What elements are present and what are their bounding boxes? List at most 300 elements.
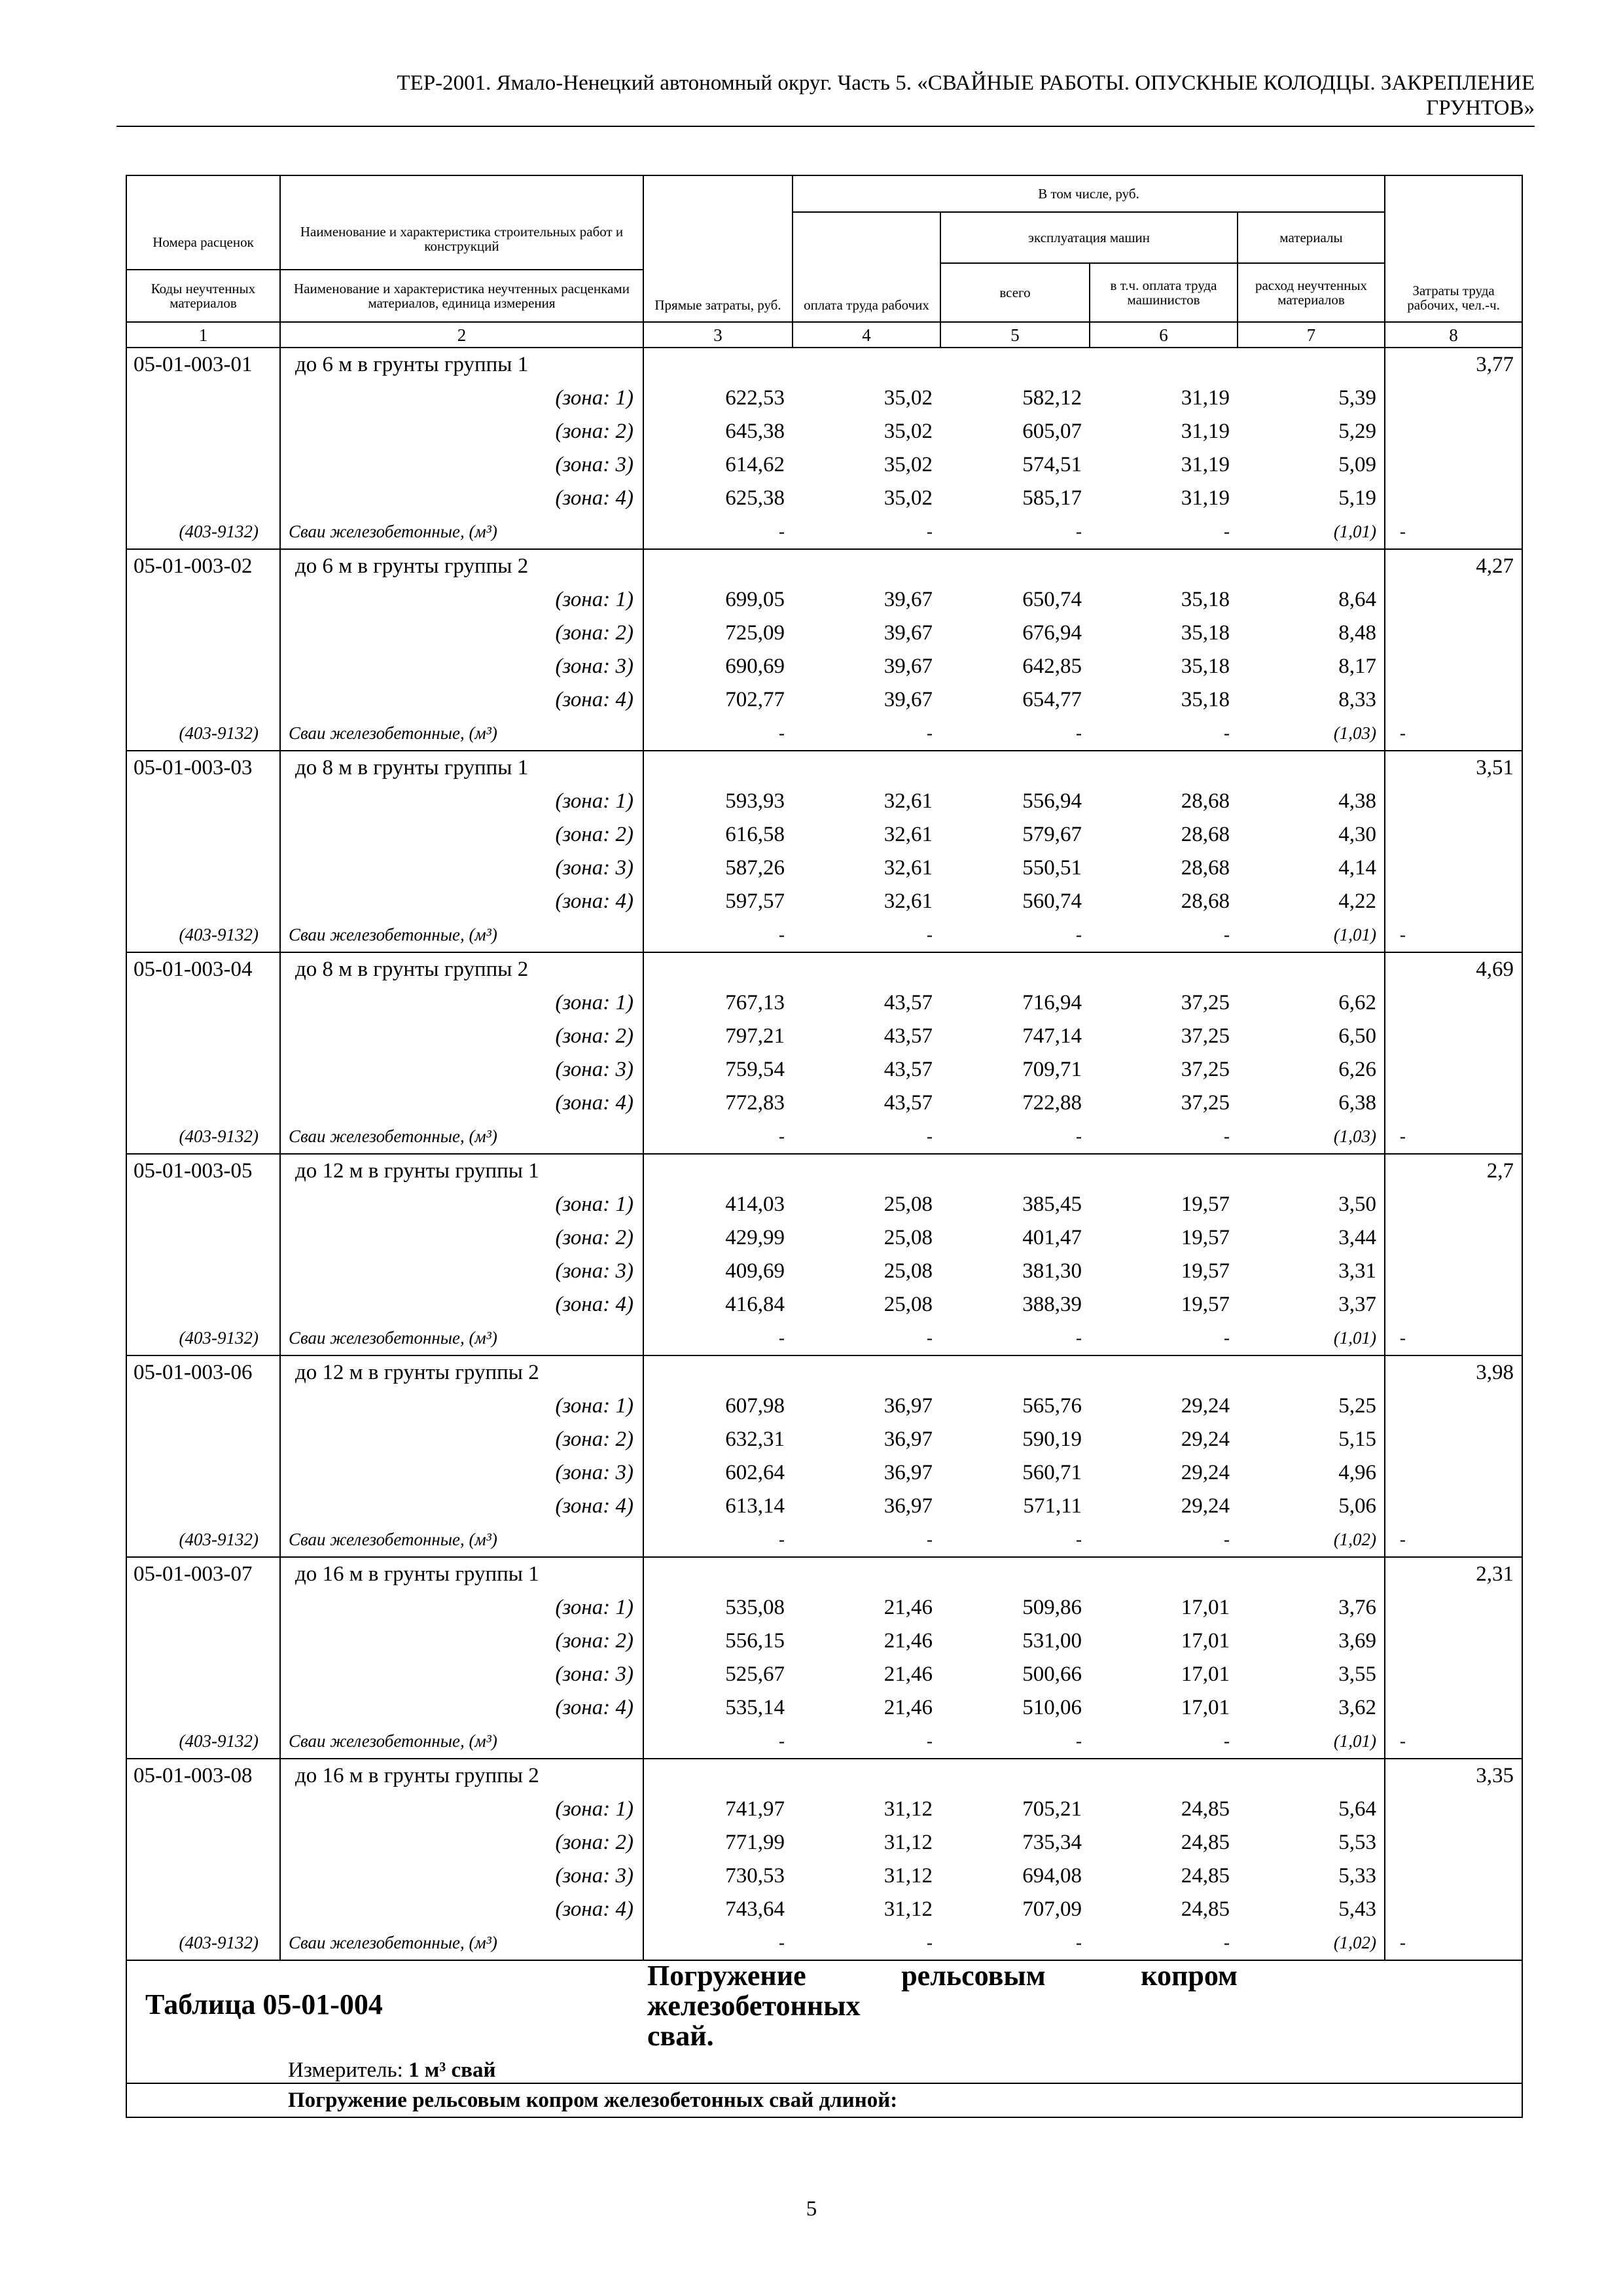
material-name [280, 515, 643, 549]
empty-cell [126, 1020, 280, 1053]
empty-cell [126, 1826, 280, 1859]
material-dash: - [1090, 717, 1238, 751]
zone-value: 4,96 [1338, 1461, 1377, 1484]
zone-value: 5,29 [1338, 420, 1377, 443]
zone-value: 3,76 [1338, 1596, 1377, 1619]
zone-value: 741,97 [725, 1797, 785, 1821]
zone-label: (зона: 2) [280, 1221, 643, 1255]
empty-cell [793, 751, 940, 785]
empty-cell [1238, 1355, 1385, 1390]
empty-cell [126, 583, 280, 617]
material-dash: - [643, 717, 793, 751]
zone-value: 25,08 [883, 1226, 933, 1249]
material-name [280, 1120, 643, 1154]
empty-cell [126, 1859, 280, 1893]
zone-value: 3,31 [1338, 1259, 1377, 1283]
rate-name: до 8 м в грунты группы 2 [280, 952, 643, 986]
zone-value: 381,30 [1022, 1259, 1082, 1283]
material-row [126, 1321, 1522, 1355]
zone-value: 4,22 [1338, 889, 1377, 913]
zone-label: (зона: 2) [280, 818, 643, 852]
header-divider [116, 126, 1535, 127]
zone-value: 593,93 [725, 789, 785, 813]
labor-cost: 3,51 [1385, 751, 1522, 785]
material-name-text: Сваи железобетонные, (м³) [289, 1530, 497, 1549]
page-number: 5 [806, 2197, 817, 2221]
zone-value: 28,68 [1181, 856, 1230, 880]
zone-value: 645,38 [725, 420, 785, 443]
zone-value: 31,12 [883, 1897, 933, 1921]
zone-value: 28,68 [1181, 823, 1230, 846]
zone-value: 36,97 [883, 1394, 933, 1418]
empty-cell [126, 785, 280, 818]
zone-value: 25,08 [883, 1193, 933, 1216]
zone-label: (зона: 1) [280, 382, 643, 415]
zone-value: 385,45 [1022, 1193, 1082, 1216]
zone-row [126, 1423, 1522, 1456]
zone-label: (зона: 3) [280, 852, 643, 885]
material-dash: - [1385, 717, 1522, 751]
rate-row [126, 549, 1522, 583]
zone-value: 17,01 [1181, 1629, 1230, 1653]
empty-cell [126, 1893, 280, 1926]
material-qty: (1,03) [1238, 717, 1385, 751]
material-dash: - [1385, 1321, 1522, 1355]
rate-row [126, 1759, 1522, 1793]
empty-cell [940, 952, 1090, 986]
empty-cell [940, 1154, 1090, 1188]
zone-row [126, 1658, 1522, 1691]
next-table-subtitle: Погружение рельсовым копром железобетонных свай длиной: [288, 2088, 898, 2112]
empty-cell [793, 1557, 940, 1591]
zone-label: (зона: 4) [280, 1893, 643, 1926]
empty-cell [1238, 1154, 1385, 1188]
empty-cell [1385, 1859, 1522, 1893]
empty-cell [1385, 1288, 1522, 1321]
zone-value: 24,85 [1181, 1831, 1230, 1854]
empty-cell [1238, 751, 1385, 785]
material-row [126, 1120, 1522, 1154]
material-name [280, 717, 643, 751]
zone-value: 31,19 [1181, 386, 1230, 410]
empty-cell [1090, 348, 1238, 382]
zone-value: 35,18 [1181, 588, 1230, 611]
zone-value: 19,57 [1181, 1293, 1230, 1316]
material-dash: - [940, 1926, 1090, 1960]
zone-value: 21,46 [883, 1629, 933, 1653]
zone-value: 21,46 [883, 1596, 933, 1619]
zone-value: 25,08 [883, 1259, 933, 1283]
zone-value: 32,61 [883, 789, 933, 813]
material-code: (403-9132) [126, 717, 280, 751]
zone-row [126, 382, 1522, 415]
rate-name: до 6 м в грунты группы 1 [280, 348, 643, 382]
material-qty: (1,02) [1238, 1523, 1385, 1557]
zone-value: 607,98 [725, 1394, 785, 1418]
running-header-line2: ГРУНТОВ» [1426, 96, 1535, 120]
empty-cell [1385, 650, 1522, 683]
next-table-description: Погружение рельсовым копром железобетонных [647, 1960, 1238, 2022]
material-dash: - [793, 1725, 940, 1759]
zone-value: 39,67 [883, 688, 933, 711]
empty-cell [1385, 1893, 1522, 1926]
zone-row [126, 1053, 1522, 1086]
material-dash: - [793, 717, 940, 751]
labor-cost: 2,7 [1385, 1154, 1522, 1188]
material-dash: - [1090, 515, 1238, 549]
material-dash: - [643, 1523, 793, 1557]
zone-value: 29,24 [1181, 1494, 1230, 1518]
zone-label: (зона: 3) [280, 1859, 643, 1893]
empty-cell [1090, 1557, 1238, 1591]
material-dash: - [643, 1321, 793, 1355]
zone-value: 550,51 [1022, 856, 1082, 880]
zone-value: 6,38 [1338, 1091, 1377, 1115]
zone-label: (зона: 3) [280, 448, 643, 482]
material-dash: - [940, 1120, 1090, 1154]
empty-cell [1090, 1355, 1238, 1390]
empty-cell [940, 1759, 1090, 1793]
rate-name: до 16 м в грунты группы 2 [280, 1759, 643, 1793]
zone-row [126, 1456, 1522, 1490]
zone-value: 429,99 [725, 1226, 785, 1249]
zone-value: 676,94 [1022, 621, 1082, 645]
material-dash: - [940, 918, 1090, 952]
zone-value: 43,57 [883, 1058, 933, 1081]
material-qty: (1,01) [1238, 1321, 1385, 1355]
empty-cell [1385, 1691, 1522, 1725]
empty-cell [126, 1188, 280, 1221]
zone-value: 35,18 [1181, 688, 1230, 711]
zone-row [126, 650, 1522, 683]
empty-cell [126, 1221, 280, 1255]
zone-value: 613,14 [725, 1494, 785, 1518]
empty-cell [643, 751, 793, 785]
zone-value: 771,99 [725, 1831, 785, 1854]
empty-cell [940, 1557, 1090, 1591]
empty-cell [793, 1355, 940, 1390]
zone-label: (зона: 1) [280, 1591, 643, 1624]
material-dash: - [940, 515, 1090, 549]
zone-value: 31,19 [1181, 486, 1230, 510]
empty-cell [1238, 1557, 1385, 1591]
empty-cell [126, 1691, 280, 1725]
header-col6: в т.ч. оплата труда машинистов [1090, 263, 1238, 322]
material-dash: - [940, 1725, 1090, 1759]
zone-value: 743,64 [725, 1897, 785, 1921]
empty-cell [1385, 482, 1522, 515]
zone-label: (зона: 1) [280, 1390, 643, 1423]
zone-value: 625,38 [725, 486, 785, 510]
material-code: (403-9132) [126, 1926, 280, 1960]
zone-row [126, 583, 1522, 617]
empty-cell [1385, 683, 1522, 717]
zone-value: 32,61 [883, 856, 933, 880]
material-name-text: Сваи железобетонные, (м³) [289, 1933, 497, 1952]
rate-name: до 16 м в грунты группы 1 [280, 1557, 643, 1591]
header-machines: эксплуатация машин [940, 212, 1238, 263]
rate-row [126, 751, 1522, 785]
empty-cell [1385, 1020, 1522, 1053]
empty-cell [1385, 617, 1522, 650]
zone-value: 560,74 [1022, 889, 1082, 913]
empty-cell [643, 549, 793, 583]
empty-cell [1385, 1086, 1522, 1120]
zone-value: 36,97 [883, 1494, 933, 1518]
header-materials: материалы [1238, 212, 1385, 263]
zone-value: 525,67 [725, 1662, 785, 1686]
material-dash: - [793, 918, 940, 952]
zone-label: (зона: 4) [280, 885, 643, 918]
empty-cell [643, 1759, 793, 1793]
material-dash: - [643, 1926, 793, 1960]
zone-value: 4,38 [1338, 789, 1377, 813]
empty-cell [1090, 549, 1238, 583]
column-number: 1 [126, 322, 280, 348]
empty-cell [126, 683, 280, 717]
zone-value: 574,51 [1022, 453, 1082, 476]
zone-value: 31,12 [883, 1864, 933, 1888]
zone-value: 17,01 [1181, 1596, 1230, 1619]
material-dash: - [1385, 1725, 1522, 1759]
empty-cell [1238, 549, 1385, 583]
material-name [280, 1321, 643, 1355]
zone-value: 388,39 [1022, 1293, 1082, 1316]
zone-value: 414,03 [725, 1193, 785, 1216]
zone-value: 24,85 [1181, 1797, 1230, 1821]
header-col8: Затраты труда рабочих, чел.-ч. [1385, 175, 1522, 322]
material-code: (403-9132) [126, 1321, 280, 1355]
zone-value: 510,06 [1022, 1696, 1082, 1719]
zone-row [126, 617, 1522, 650]
zone-value: 37,25 [1181, 991, 1230, 1014]
zone-value: 8,48 [1338, 621, 1377, 645]
labor-cost: 2,31 [1385, 1557, 1522, 1591]
zone-label: (зона: 1) [280, 785, 643, 818]
rate-code: 05-01-003-07 [126, 1557, 280, 1591]
zone-row [126, 885, 1522, 918]
material-dash: - [643, 918, 793, 952]
material-name [280, 1725, 643, 1759]
zone-value: 3,55 [1338, 1662, 1377, 1686]
zone-label: (зона: 4) [280, 482, 643, 515]
empty-cell [1385, 1221, 1522, 1255]
empty-cell [126, 1255, 280, 1288]
empty-cell [1238, 952, 1385, 986]
zone-value: 509,86 [1022, 1596, 1082, 1619]
empty-cell [940, 1355, 1090, 1390]
empty-cell [1090, 1154, 1238, 1188]
zone-value: 650,74 [1022, 588, 1082, 611]
zone-value: 556,94 [1022, 789, 1082, 813]
zone-value: 35,02 [883, 486, 933, 510]
empty-cell [643, 1154, 793, 1188]
empty-cell [1385, 1423, 1522, 1456]
material-row [126, 918, 1522, 952]
zone-value: 6,62 [1338, 991, 1377, 1014]
material-name [280, 1926, 643, 1960]
zone-value: 35,02 [883, 453, 933, 476]
material-qty: (1,02) [1238, 1926, 1385, 1960]
zone-value: 37,25 [1181, 1091, 1230, 1115]
zone-label: (зона: 4) [280, 1086, 643, 1120]
zone-row [126, 852, 1522, 885]
material-name-text: Сваи железобетонные, (м³) [289, 723, 497, 743]
zone-label: (зона: 2) [280, 1624, 643, 1658]
material-code: (403-9132) [126, 1725, 280, 1759]
empty-cell [126, 1793, 280, 1826]
zone-value: 29,24 [1181, 1461, 1230, 1484]
zone-value: 5,39 [1338, 386, 1377, 410]
material-dash: - [1090, 1321, 1238, 1355]
zone-value: 39,67 [883, 588, 933, 611]
zone-row [126, 1221, 1522, 1255]
zone-value: 565,76 [1022, 1394, 1082, 1418]
header-group: В том числе, руб. [793, 175, 1385, 212]
zone-value: 31,19 [1181, 420, 1230, 443]
empty-cell [1385, 818, 1522, 852]
zone-value: 401,47 [1022, 1226, 1082, 1249]
zone-label: (зона: 4) [280, 1490, 643, 1523]
empty-cell [1090, 1759, 1238, 1793]
header-col2-top: Наименование и характеристика строительных работ и конструкций [280, 175, 643, 270]
zone-label: (зона: 1) [280, 986, 643, 1020]
material-dash: - [643, 1120, 793, 1154]
zone-value: 24,85 [1181, 1897, 1230, 1921]
header-col2-bottom: Наименование и характеристика неучтенных расценками материалов, единица измерения [280, 270, 643, 322]
zone-value: 500,66 [1022, 1662, 1082, 1686]
rate-row [126, 1355, 1522, 1390]
zone-value: 31,12 [883, 1797, 933, 1821]
empty-cell [1385, 885, 1522, 918]
zone-value: 702,77 [725, 688, 785, 711]
zone-value: 709,71 [1022, 1058, 1082, 1081]
material-code: (403-9132) [126, 918, 280, 952]
zone-value: 571,11 [1023, 1494, 1082, 1518]
empty-cell [1238, 1759, 1385, 1793]
zone-value: 560,71 [1022, 1461, 1082, 1484]
header-col1-bottom: Коды неучтенных материалов [126, 270, 280, 322]
zone-value: 35,18 [1181, 621, 1230, 645]
zone-row [126, 1188, 1522, 1221]
zone-row [126, 1793, 1522, 1826]
empty-cell [126, 986, 280, 1020]
zone-value: 32,61 [883, 823, 933, 846]
zone-label: (зона: 2) [280, 1020, 643, 1053]
zone-value: 602,64 [725, 1461, 785, 1484]
material-dash: - [793, 515, 940, 549]
zone-value: 8,64 [1338, 588, 1377, 611]
rate-code: 05-01-003-03 [126, 751, 280, 785]
empty-cell [126, 852, 280, 885]
empty-cell [1385, 382, 1522, 415]
material-qty: (1,01) [1238, 515, 1385, 549]
labor-cost: 3,35 [1385, 1759, 1522, 1793]
zone-value: 579,67 [1022, 823, 1082, 846]
zone-value: 3,37 [1338, 1293, 1377, 1316]
zone-value: 531,00 [1022, 1629, 1082, 1653]
zone-value: 707,09 [1022, 1897, 1082, 1921]
empty-cell [793, 1154, 940, 1188]
zone-value: 759,54 [725, 1058, 785, 1081]
zone-value: 21,46 [883, 1696, 933, 1719]
zone-value: 409,69 [725, 1259, 785, 1283]
zone-value: 19,57 [1181, 1193, 1230, 1216]
zone-value: 735,34 [1022, 1831, 1082, 1854]
zone-value: 5,09 [1338, 453, 1377, 476]
zone-label: (зона: 4) [280, 1691, 643, 1725]
zone-label: (зона: 3) [280, 1658, 643, 1691]
material-dash: - [1090, 1523, 1238, 1557]
zone-row [126, 1086, 1522, 1120]
header-col1-top: Номера расценок [126, 175, 280, 270]
zone-row [126, 1859, 1522, 1893]
zone-value: 747,14 [1022, 1024, 1082, 1048]
material-dash: - [940, 1523, 1090, 1557]
zone-label: (зона: 1) [280, 1793, 643, 1826]
empty-cell [1385, 852, 1522, 885]
material-dash: - [793, 1926, 940, 1960]
rate-row [126, 1557, 1522, 1591]
rate-name: до 8 м в грунты группы 1 [280, 751, 643, 785]
material-row [126, 717, 1522, 751]
zone-value: 37,25 [1181, 1024, 1230, 1048]
zone-value: 690,69 [725, 655, 785, 678]
zone-value: 5,25 [1338, 1394, 1377, 1418]
empty-cell [1090, 751, 1238, 785]
zone-value: 5,15 [1338, 1427, 1377, 1451]
rate-name: до 12 м в грунты группы 2 [280, 1355, 643, 1390]
material-dash: - [940, 1321, 1090, 1355]
zone-value: 6,26 [1338, 1058, 1377, 1081]
empty-cell [126, 1591, 280, 1624]
empty-cell [126, 818, 280, 852]
zone-value: 5,53 [1338, 1831, 1377, 1854]
empty-cell [1385, 1490, 1522, 1523]
zone-row [126, 1591, 1522, 1624]
material-name-text: Сваи железобетонные, (м³) [289, 1328, 497, 1348]
empty-cell [126, 482, 280, 515]
labor-cost: 4,27 [1385, 549, 1522, 583]
zone-value: 28,68 [1181, 789, 1230, 813]
zone-label: (зона: 4) [280, 1288, 643, 1321]
zone-row [126, 785, 1522, 818]
empty-cell [643, 1557, 793, 1591]
empty-cell [643, 348, 793, 382]
rate-name: до 12 м в грунты группы 1 [280, 1154, 643, 1188]
zone-label: (зона: 3) [280, 650, 643, 683]
material-row [126, 1926, 1522, 1960]
rate-code: 05-01-003-08 [126, 1759, 280, 1793]
material-dash: - [1385, 1120, 1522, 1154]
zone-value: 24,85 [1181, 1864, 1230, 1888]
empty-cell [793, 952, 940, 986]
zone-value: 705,21 [1022, 1797, 1082, 1821]
material-dash: - [1090, 1926, 1238, 1960]
zone-row [126, 482, 1522, 515]
zone-value: 29,24 [1181, 1427, 1230, 1451]
material-dash: - [940, 717, 1090, 751]
empty-cell [126, 650, 280, 683]
column-number: 8 [1385, 322, 1522, 348]
zone-value: 35,18 [1181, 655, 1230, 678]
zone-value: 43,57 [883, 1024, 933, 1048]
zone-label: (зона: 4) [280, 683, 643, 717]
empty-cell [1385, 448, 1522, 482]
column-number: 4 [793, 322, 940, 348]
material-dash: - [1090, 1120, 1238, 1154]
material-qty: (1,03) [1238, 1120, 1385, 1154]
